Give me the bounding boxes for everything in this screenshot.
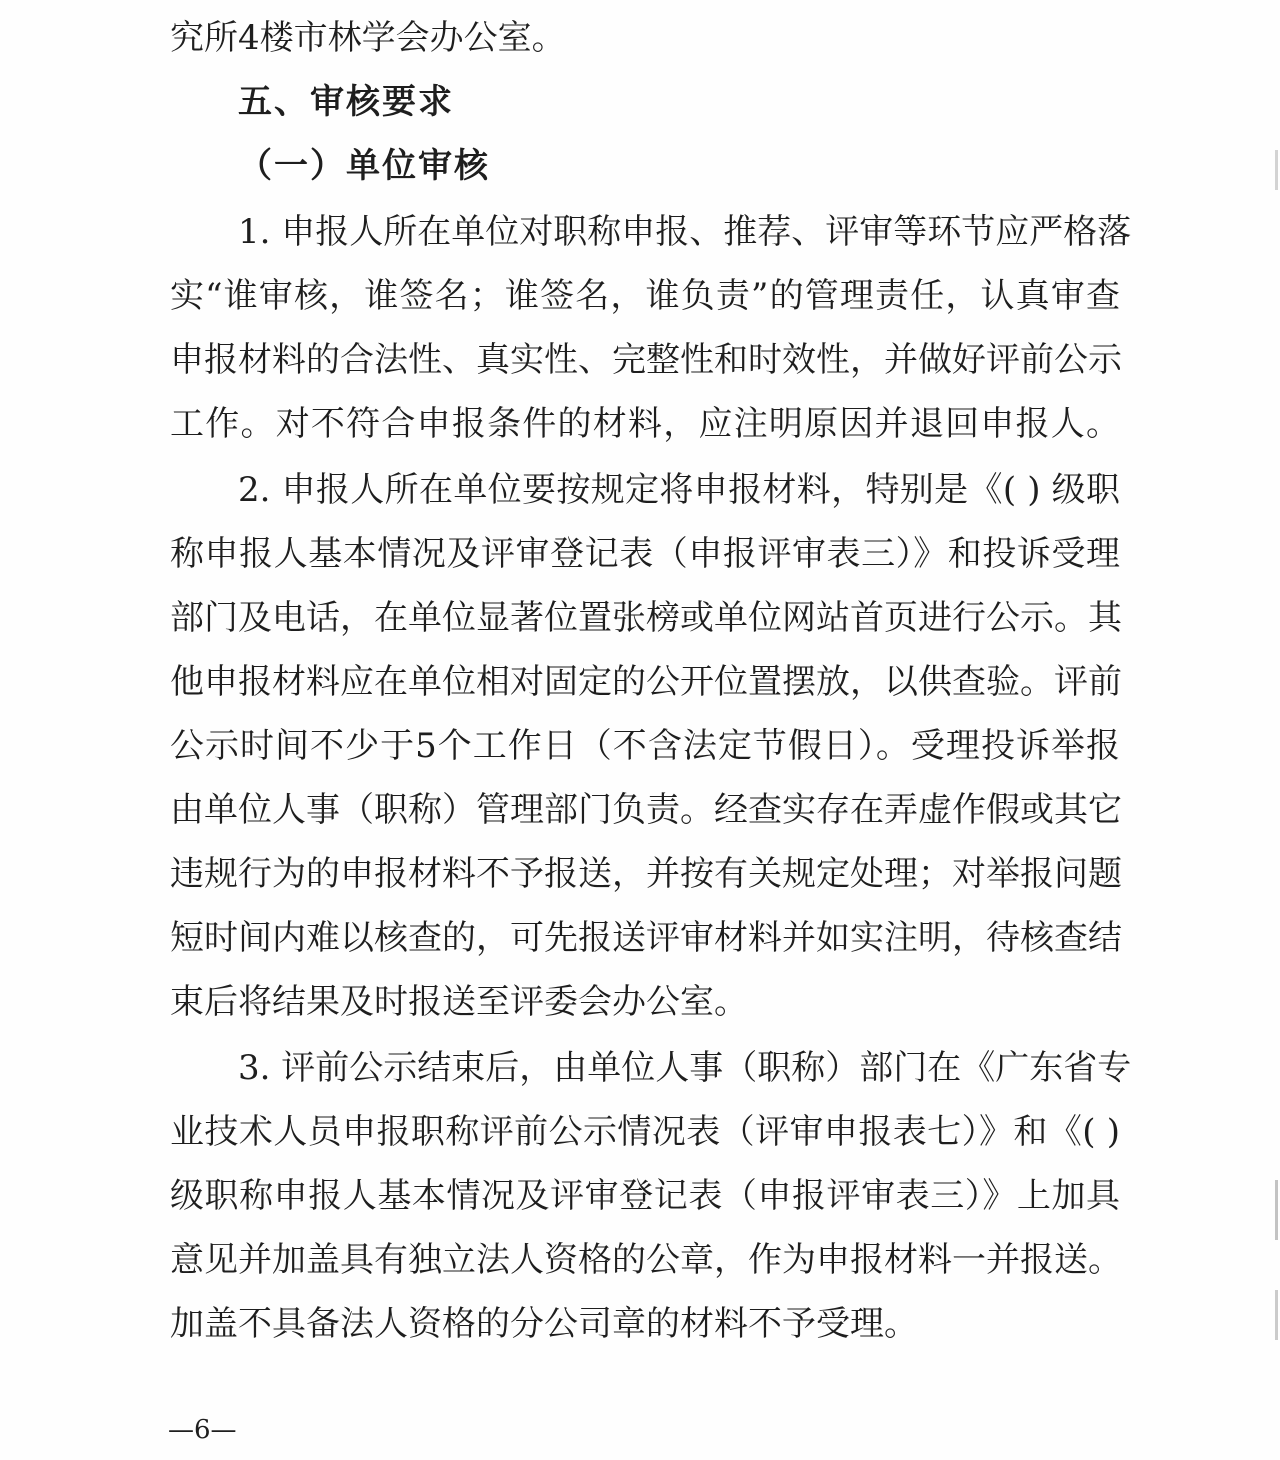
paragraph-2-line: 短时间内难以核查的，可先报送评审材料并如实注明，待核查结 — [170, 918, 1122, 958]
paragraph-2-line: 违规行为的申报材料不予报送，并按有关规定处理；对举报问题 — [170, 854, 1122, 894]
paragraph-1-line: 实“谁审核，谁签名；谁签名，谁负责”的管理责任，认真审查 — [170, 276, 1120, 316]
paragraph-2-line: 由单位人事（职称）管理部门负责。经查实存在弄虚作假或其它 — [170, 790, 1122, 830]
paragraph-2-line: 公示时间不少于5个工作日（不含法定节假日）。受理投诉举报 — [170, 726, 1120, 766]
paragraph-3-line: 3. 评前公示结束后，由单位人事（职称）部门在《广东省专 — [238, 1048, 1132, 1088]
scan-edge-mark — [1275, 150, 1278, 190]
paragraph-2-line: 束后将结果及时报送至评委会办公室。 — [170, 982, 748, 1022]
paragraph-1-line: 工作。对不符合申报条件的材料，应注明原因并退回申报人。 — [170, 404, 1120, 444]
section-title: 五、审核要求 — [238, 82, 454, 122]
paragraph-2-line: 2. 申报人所在单位要按规定将申报材料，特别是《( ) 级职 — [238, 470, 1120, 510]
scan-edge-mark — [1275, 1290, 1278, 1340]
paragraph-1-line: 1. 申报人所在单位对职称申报、推荐、评审等环节应严格落 — [238, 212, 1132, 252]
paragraph-2-line: 部门及电话，在单位显著位置张榜或单位网站首页进行公示。其 — [170, 598, 1122, 638]
paragraph-2-line: 他申报材料应在单位相对固定的公开位置摆放，以供查验。评前 — [170, 662, 1122, 702]
paragraph-3-line: 意见并加盖具有独立法人资格的公章，作为申报材料一并报送。 — [170, 1240, 1122, 1280]
paragraph-1-line: 申报材料的合法性、真实性、完整性和时效性，并做好评前公示 — [170, 340, 1122, 380]
paragraph-3-line: 级职称申报人基本情况及评审登记表（申报评审表三）》上加具 — [170, 1176, 1120, 1216]
paragraph-2-line: 称申报人基本情况及评审登记表（申报评审表三）》和投诉受理 — [170, 534, 1120, 574]
scan-edge-mark — [1275, 1180, 1278, 1240]
subsection-title: （一）单位审核 — [238, 146, 490, 186]
paragraph-3-line: 加盖不具备法人资格的分公司章的材料不予受理。 — [170, 1304, 918, 1344]
page-number: —6— — [168, 1415, 237, 1445]
continuation-line: 究所4楼市林学会办公室。 — [170, 18, 566, 58]
paragraph-3-line: 业技术人员申报职称评前公示情况表（评审申报表七）》和《( ) — [170, 1112, 1120, 1152]
